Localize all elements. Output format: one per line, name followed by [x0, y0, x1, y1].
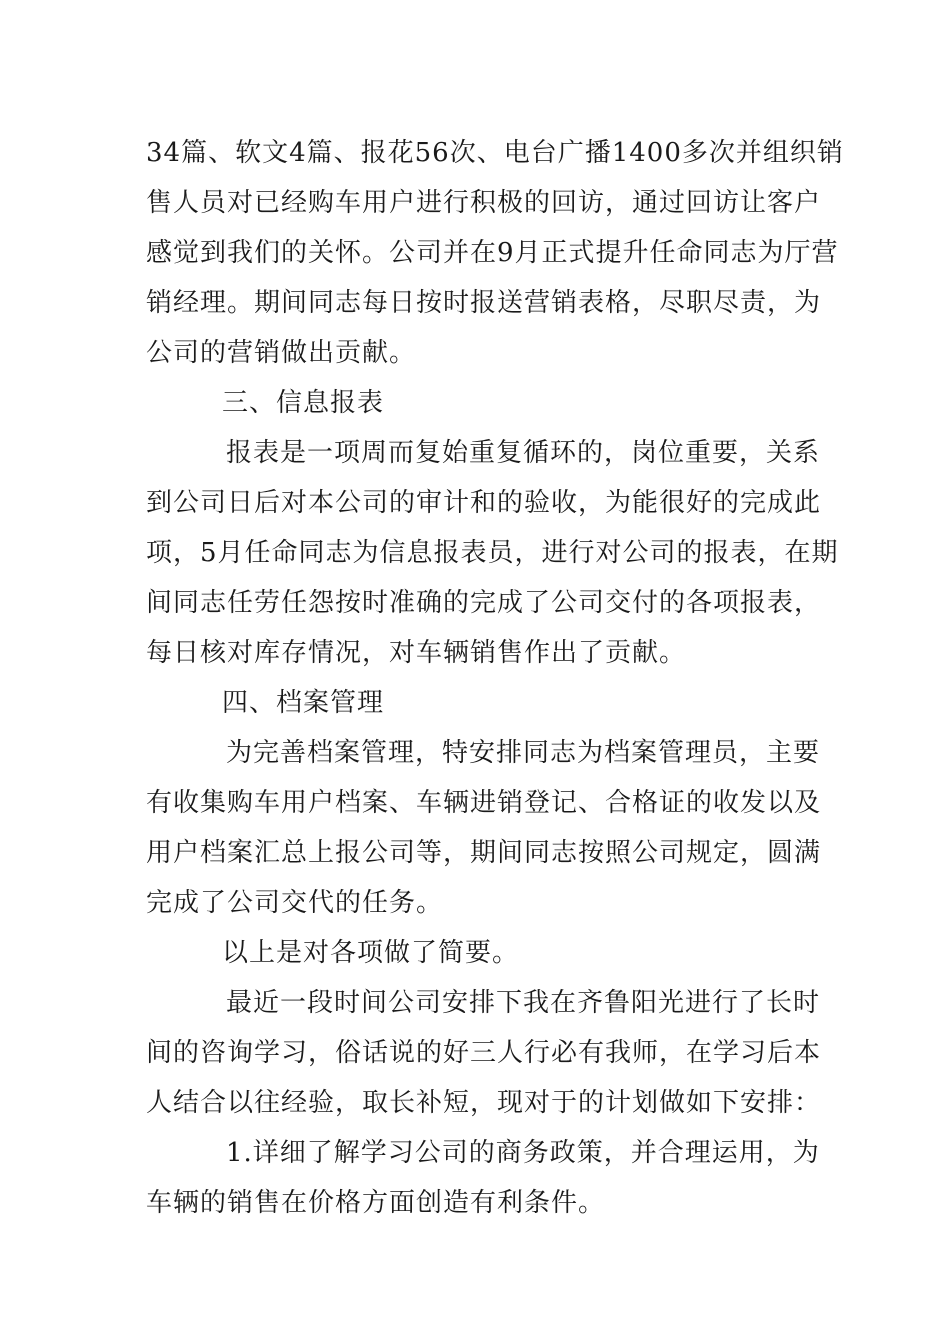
- paragraph-line: 公司的营销做出贡献。: [146, 338, 417, 368]
- paragraph-line: 最近一段时间公司安排下我在齐鲁阳光进行了长时: [226, 988, 821, 1018]
- paragraph-line: 间的咨询学习，俗话说的好三人行必有我师，在学习后本: [146, 1038, 822, 1068]
- paragraph-line: 报表是一项周而复始重复循环的，岗位重要，关系: [226, 438, 821, 468]
- paragraph-line: 售人员对已经购车用户进行积极的回访，通过回访让客户: [146, 188, 822, 218]
- paragraph-line: 每日核对库存情况，对车辆销售作出了贡献。: [146, 638, 687, 668]
- section-heading: 四、档案管理: [222, 688, 385, 718]
- list-item-line: 车辆的销售在价格方面创造有利条件。: [146, 1188, 606, 1218]
- paragraph-line: 用户档案汇总上报公司等，期间同志按照公司规定，圆满: [146, 838, 822, 868]
- paragraph-line: 34篇、软文4篇、报花56次、电台广播1400多次并组织销: [146, 138, 844, 168]
- paragraph-line: 有收集购车用户档案、车辆进销登记、合格证的收发以及: [146, 788, 822, 818]
- paragraph-line: 感觉到我们的关怀。公司并在9月正式提升任命同志为厅营: [146, 238, 839, 268]
- paragraph-line: 销经理。期间同志每日按时报送营销表格，尽职尽责，为: [146, 288, 822, 318]
- paragraph-line: 以上是对各项做了简要。: [222, 938, 520, 968]
- paragraph-line: 为完善档案管理，特安排同志为档案管理员，主要: [226, 738, 821, 768]
- paragraph-line: 项，5月任命同志为信息报表员，进行对公司的报表，在期: [146, 538, 839, 568]
- section-heading: 三、信息报表: [222, 388, 385, 418]
- paragraph-line: 完成了公司交代的任务。: [146, 888, 444, 918]
- list-item-line: 1.详细了解学习公司的商务政策，并合理运用，为: [226, 1138, 820, 1168]
- paragraph-line: 人结合以往经验，取长补短，现对于的计划做如下安排：: [146, 1088, 822, 1118]
- paragraph-line: 到公司日后对本公司的审计和的验收，为能很好的完成此: [146, 488, 822, 518]
- paragraph-line: 间同志任劳任怨按时准确的完成了公司交付的各项报表，: [146, 588, 822, 618]
